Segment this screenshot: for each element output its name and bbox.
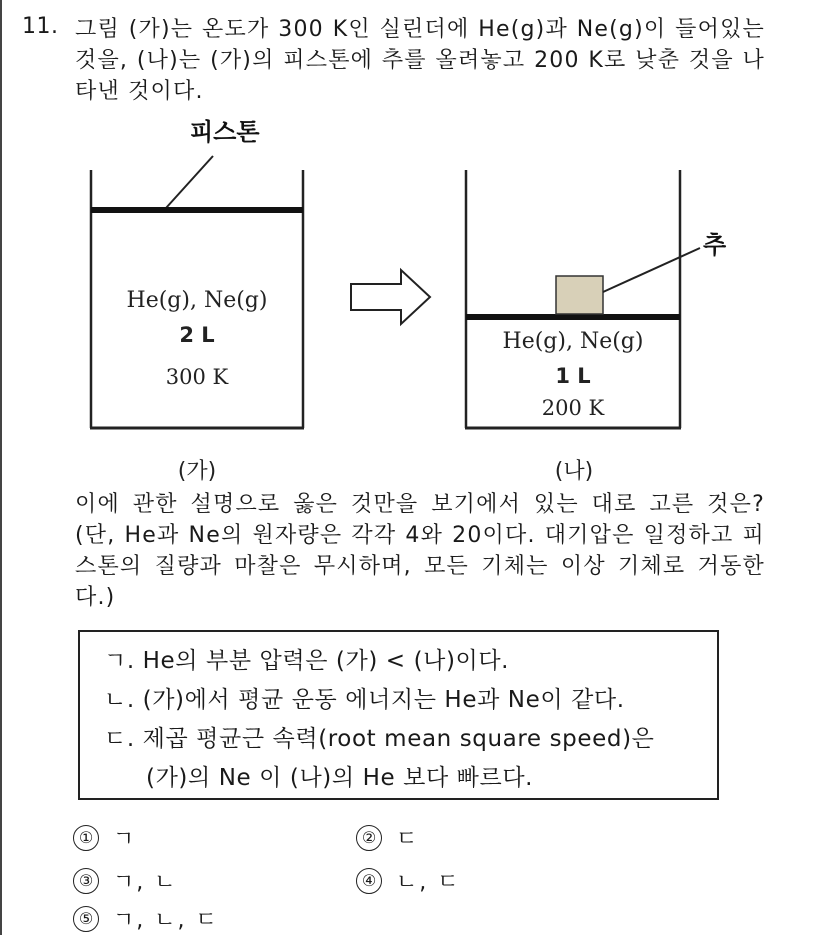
- choice-text: ㄱ, ㄴ, ㄷ: [113, 908, 219, 933]
- cylinder-figure: [60, 110, 760, 490]
- weight-label: 추: [703, 231, 727, 259]
- choice-5[interactable]: [73, 903, 219, 934]
- left-gas-label: He(g), Ne(g): [126, 288, 268, 313]
- right-gas-label: He(g), Ne(g): [502, 329, 644, 354]
- choice-2[interactable]: [356, 822, 419, 853]
- choice-number: ⑤: [73, 906, 99, 932]
- caption-right: (나): [554, 459, 594, 484]
- left-volume-label: 2 L: [179, 323, 215, 347]
- bogi-item-digeut: ㄷ. 제곱 평균근 속력(root mean square speed)은: [104, 726, 655, 752]
- choice-1[interactable]: [73, 822, 136, 853]
- choice-number: ②: [356, 825, 382, 851]
- left-temperature-label: 300 K: [165, 365, 229, 389]
- choice-number: ③: [73, 868, 99, 894]
- choice-4[interactable]: [356, 865, 461, 896]
- choice-text: ㄱ: [113, 827, 137, 852]
- choice-3[interactable]: [73, 865, 178, 896]
- question-conditions: 이에 관한 설명으로 옳은 것만을 보기에서 있는 대로 고른 것은? (단, He과 Ne의 원자량은 각각 4와 20이다. 대기압은 일정하고 피스톤의 질량과 마찰은 무시하며, 모든 기체는 이상 기체로 거동한다.): [75, 492, 765, 610]
- piston-label: 피스톤: [190, 118, 260, 146]
- choice-number: ①: [73, 825, 99, 851]
- right-volume-label: 1 L: [555, 364, 591, 388]
- question-number: 11.: [22, 14, 59, 39]
- caption-left: (가): [177, 459, 217, 484]
- bogi-item-digeut-cont: (가)의 Ne 이 (나)의 He 보다 빠르다.: [146, 765, 534, 791]
- choice-text: ㄴ, ㄷ: [396, 870, 461, 895]
- cylinder-right: [465, 170, 681, 428]
- piston-right: [466, 314, 680, 320]
- weight-pointer-line: [603, 248, 700, 292]
- bogi-item-nieun: ㄴ. (가)에서 평균 운동 에너지는 He과 Ne이 같다.: [104, 687, 625, 713]
- choice-text: ㄷ: [396, 827, 420, 852]
- process-arrow-icon: [351, 270, 430, 324]
- weight-block: [556, 276, 603, 314]
- bogi-box: [78, 630, 719, 800]
- choice-text: ㄱ, ㄴ: [113, 870, 178, 895]
- piston-left: [91, 207, 303, 213]
- right-temperature-label: 200 K: [541, 396, 605, 420]
- question-stem: 그림 (가)는 온도가 300 K인 실린더에 He(g)과 Ne(g)이 들어있는 것을, (나)는 (가)의 피스톤에 추를 올려놓고 200 K로 낮춘 것을 나타낸 것이다.: [75, 17, 765, 104]
- piston-pointer-line: [166, 156, 213, 208]
- choice-number: ④: [356, 868, 382, 894]
- bogi-item-giyeok: ㄱ. He의 부분 압력은 (가) < (나)이다.: [104, 648, 510, 674]
